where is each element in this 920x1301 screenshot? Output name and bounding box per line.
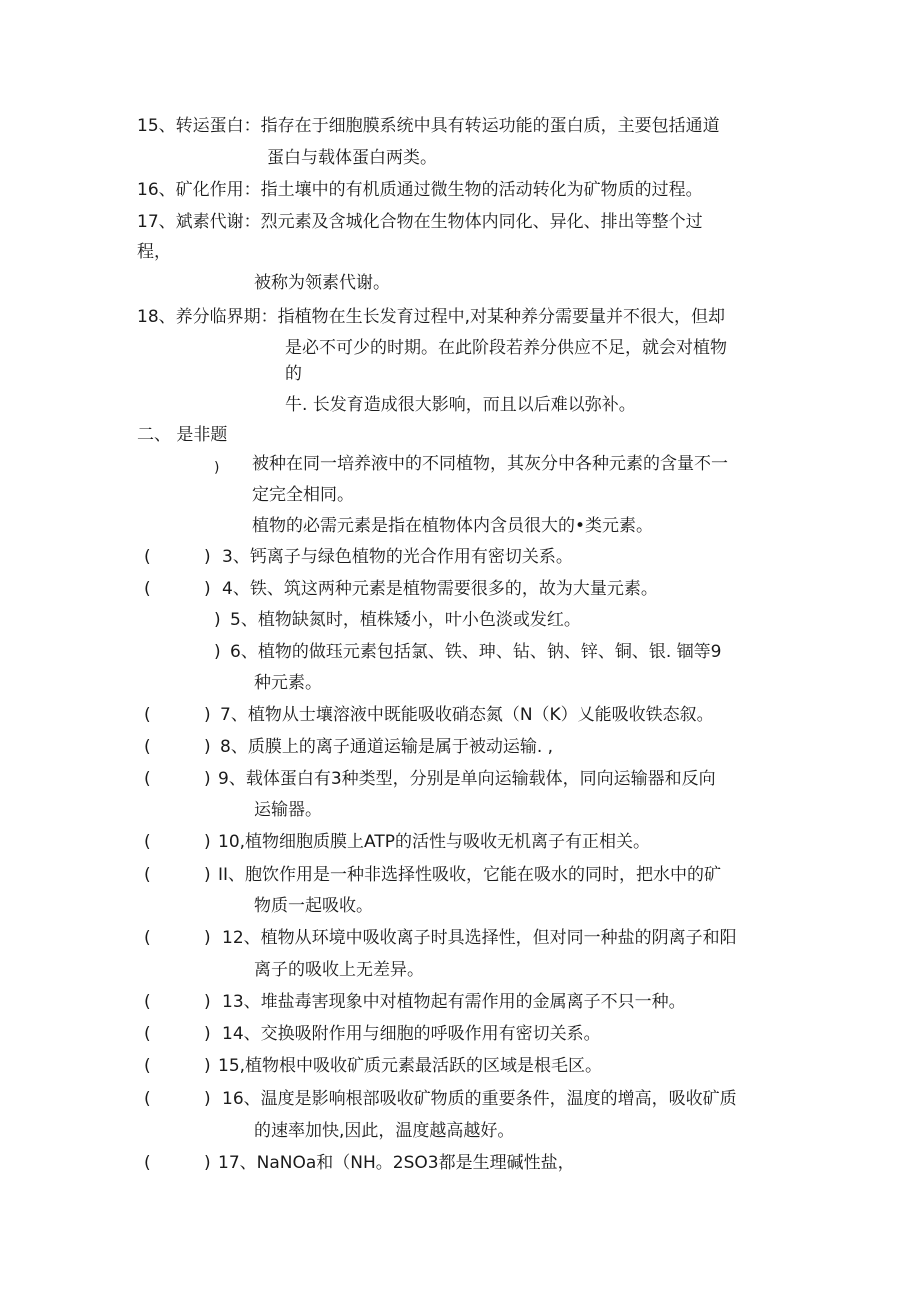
question-8-paren-right[interactable]: )	[204, 737, 211, 757]
question-4-paren-right[interactable]: )	[204, 579, 211, 599]
question-9-paren-right[interactable]: )	[204, 769, 211, 789]
definition-18-line-4: 牛. 长发育造成很大影响，而且以后难以弥补。	[285, 395, 636, 415]
question-6-paren-right[interactable]: )	[214, 642, 221, 662]
question-12-line-1: 12、植物从环境中吸收离子时具选择性，但对同一种盐的阴离子和阳	[222, 928, 737, 948]
question-13-paren-left[interactable]: (	[144, 992, 151, 1012]
question-8-text: 8、质膜上的离子通道运输是属于被动运输. ,	[220, 737, 554, 757]
question-1-line-1: 被种在同一培养液中的不同植物，其灰分中各种元素的含量不一	[252, 454, 728, 474]
question-15-paren-left[interactable]: (	[144, 1056, 151, 1076]
question-12-paren-right[interactable]: )	[204, 928, 211, 948]
definition-15-line-1: 15、转运蛋白：指存在于细胞膜系统中具有转运功能的蛋白质，主要包括通道	[137, 116, 720, 136]
question-12-line-2: 离子的吸收上无差异。	[254, 960, 424, 980]
question-3-text: 3、钙离子与绿色植物的光合作用有密切关系。	[222, 547, 573, 567]
definition-18-line-3: 的	[285, 364, 302, 384]
question-13-paren-right[interactable]: )	[204, 992, 211, 1012]
question-6-line-1: 6、植物的做珏元素包括氯、铁、珅、钻、钠、锌、铜、银. 锢等9	[230, 642, 722, 662]
definition-18-line-1: 18、养分临界期：指植物在生长发育过程中,对某种养分需要量并不很大，但却	[137, 307, 726, 327]
question-11-paren-right[interactable]: )	[204, 865, 211, 885]
question-5-paren-right[interactable]: )	[214, 610, 221, 630]
question-3-paren-right[interactable]: )	[204, 547, 211, 567]
question-14-paren-left[interactable]: (	[144, 1024, 151, 1044]
question-9-paren-left[interactable]: (	[144, 769, 151, 789]
question-7-text: 7、植物从士壤溶液中既能吸收硝态氮（N（K）乂能吸收铁态叙。	[220, 705, 714, 725]
definition-15-line-2: 蛋白与载体蛋白两类。	[267, 148, 437, 168]
definition-16-line-1: 16、矿化作用：指土壤中的有机质通过微生物的活动转化为矿物质的过程。	[137, 180, 703, 200]
question-10-paren-left[interactable]: (	[144, 832, 151, 852]
question-4-paren-left[interactable]: (	[144, 579, 151, 599]
question-11-line-2: 物质一起吸收。	[254, 896, 373, 916]
question-12-paren-left[interactable]: (	[144, 928, 151, 948]
question-14-text: 14、交换吸附作用与细胞的呼吸作用有密切关系。	[222, 1024, 601, 1044]
question-17-text: 17、NaNOa和（NH。2SO3都是生理碱性盐，	[218, 1153, 575, 1173]
definition-18-line-2: 是必不可少的时期。在此阶段若养分供应不足，就会对植物	[285, 338, 727, 358]
definition-17-line-3: 被称为领素代谢。	[254, 273, 390, 293]
question-5-text: 5、植物缺氮时，植株矮小，叶小色淡或发红。	[230, 610, 581, 630]
question-13-text: 13、堆盐毒害现象中对植物起有需作用的金属离子不只一种。	[222, 992, 686, 1012]
question-17-paren-left[interactable]: (	[144, 1153, 151, 1173]
question-4-text: 4、铁、筑这两种元素是植物需要很多的，故为大量元素。	[222, 579, 658, 599]
question-10-text: 10,植物细胞质膜上ATP的活性与吸收无机离子有正相关。	[218, 832, 650, 852]
question-6-line-2: 种元素。	[254, 673, 322, 693]
question-15-text: 15,植物根中吸收矿质元素最活跃的区域是根毛区。	[218, 1056, 603, 1076]
question-7-paren-left[interactable]: (	[144, 705, 151, 725]
question-11-line-1: II、胞饮作用是一种非选择性吸收，它能在吸水的同时，把水中的矿	[218, 865, 722, 885]
question-17-paren-right[interactable]: )	[204, 1153, 211, 1173]
question-10-paren-right[interactable]: )	[204, 832, 211, 852]
question-11-paren-left[interactable]: (	[144, 865, 151, 885]
question-1-paren-right: )	[214, 460, 220, 476]
section-heading: 二、 是非题	[137, 425, 228, 445]
question-16-line-2: 的速率加快,因此，温度越高越好。	[254, 1121, 515, 1141]
question-1-line-2: 定完全相同。	[252, 485, 354, 505]
question-9-line-2: 运输器。	[254, 800, 322, 820]
question-15-paren-right[interactable]: )	[204, 1056, 211, 1076]
definition-17-line-2: 程，	[137, 242, 171, 262]
question-7-paren-right[interactable]: )	[204, 705, 211, 725]
question-2-line-1: 植物的必需元素是指在植物体内含员很大的•类元素。	[252, 516, 654, 536]
question-14-paren-right[interactable]: )	[204, 1024, 211, 1044]
question-9-line-1: 9、载体蛋白有3种类型，分别是单向运输载体，同向运输器和反向	[218, 769, 716, 789]
question-3-paren-left[interactable]: (	[144, 547, 151, 567]
definition-17-line-1: 17、斌素代谢：烈元素及含城化合物在生物体内同化、异化、排出等整个过	[137, 212, 703, 232]
question-8-paren-left[interactable]: (	[144, 737, 151, 757]
question-16-paren-left[interactable]: (	[144, 1089, 151, 1109]
question-16-line-1: 16、温度是影响根部吸收矿物质的重要条件，温度的增高，吸收矿质	[222, 1089, 737, 1109]
question-16-paren-right[interactable]: )	[204, 1089, 211, 1109]
